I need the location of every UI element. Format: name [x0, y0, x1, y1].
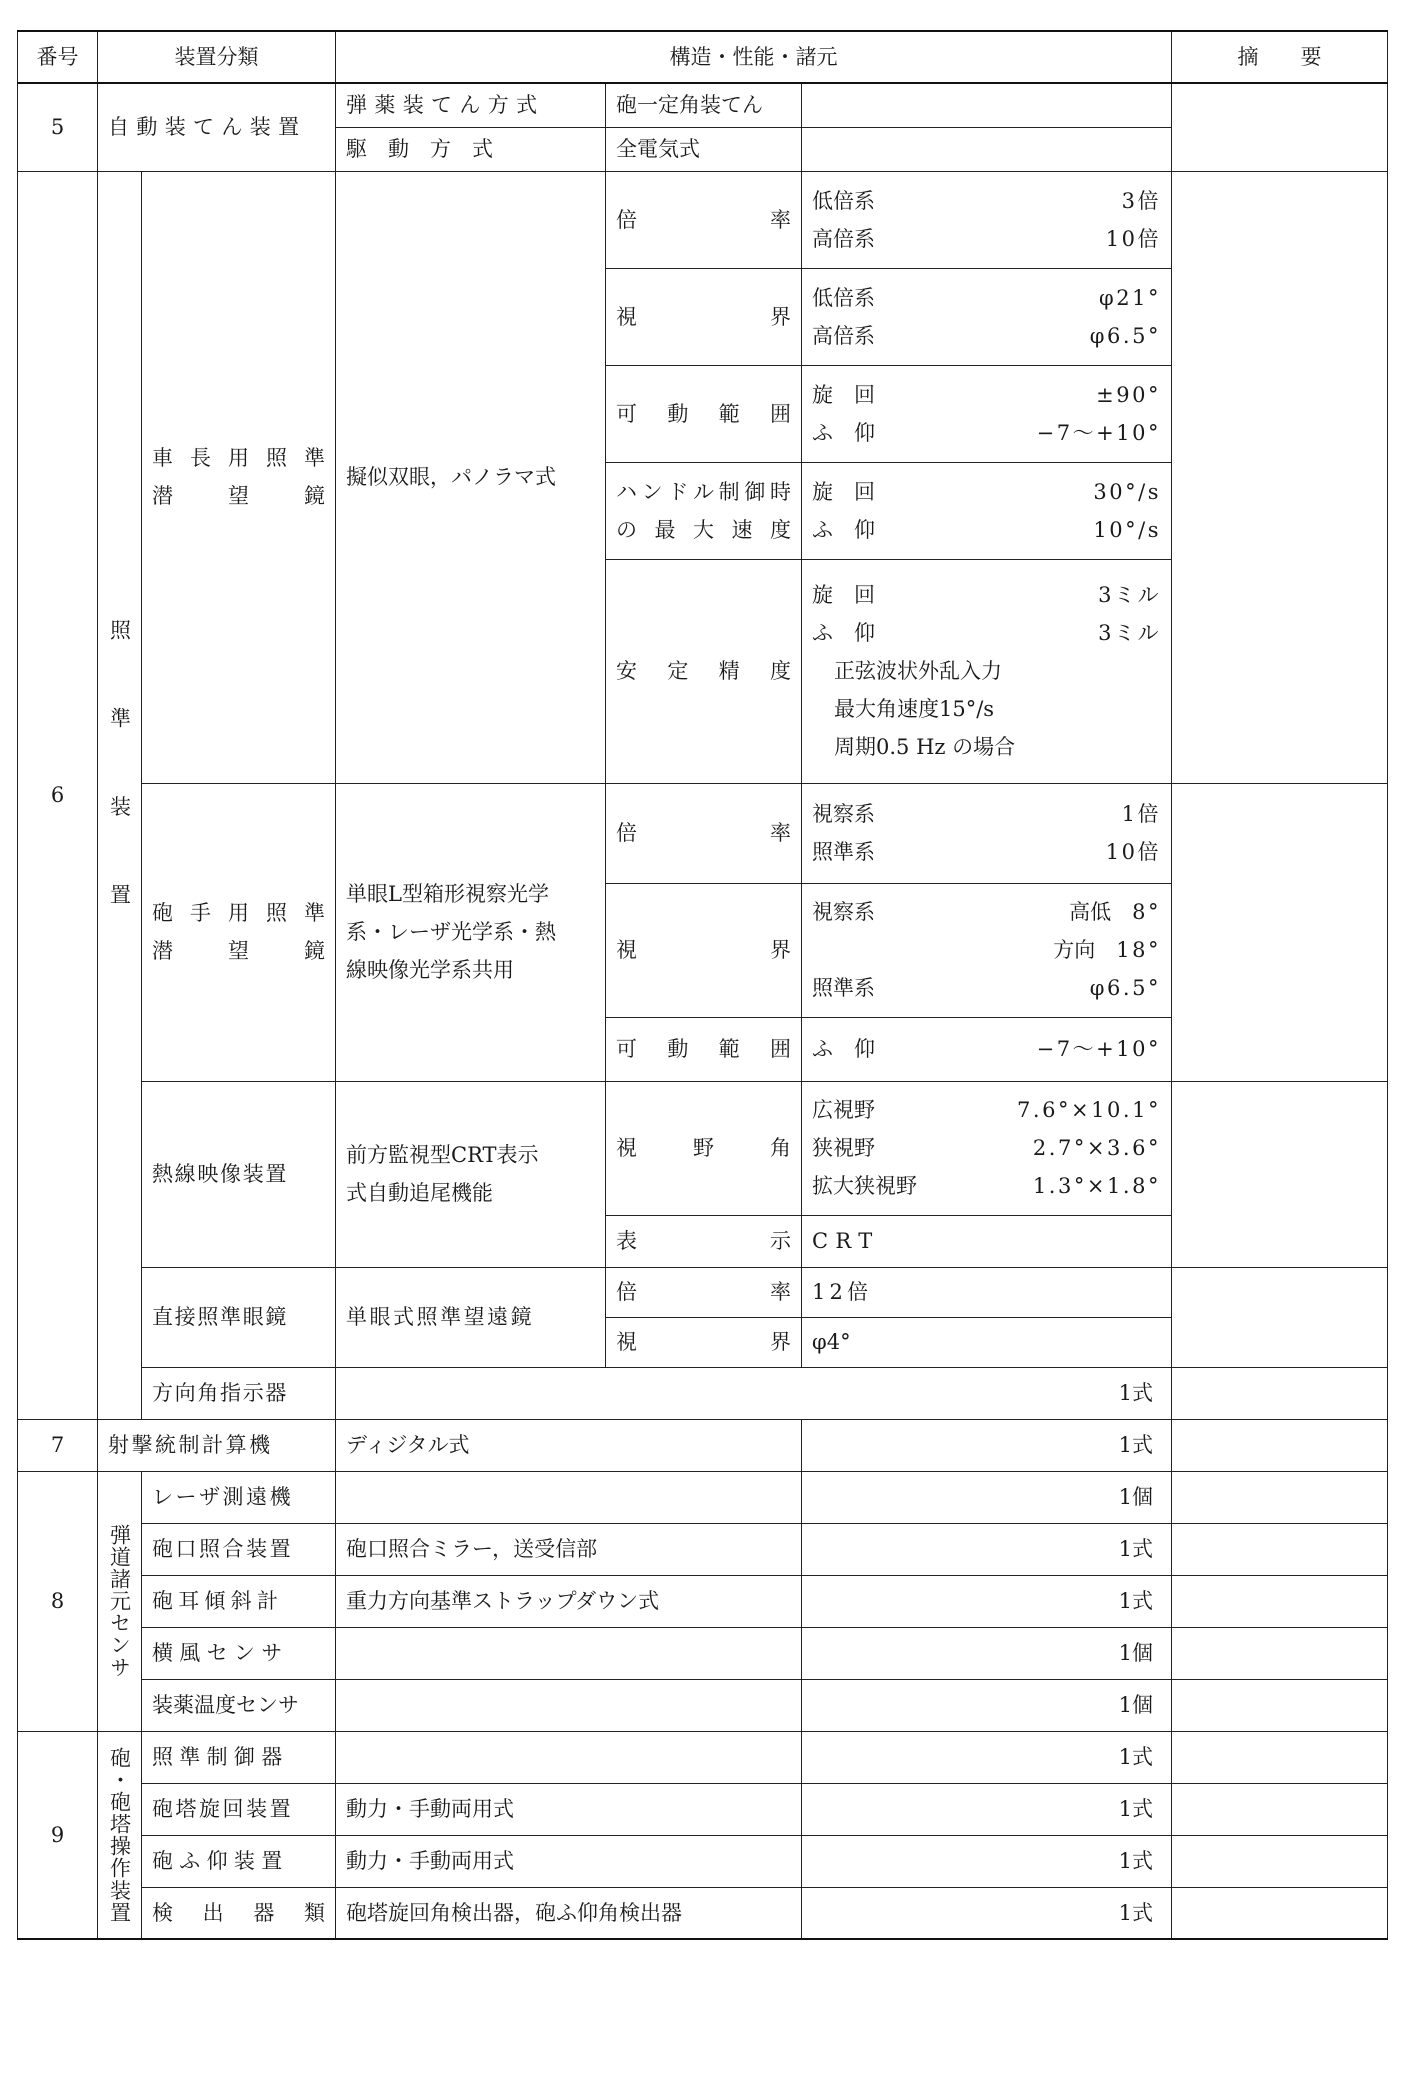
- value-axis: 高低: [1069, 900, 1112, 924]
- value-line: [812, 614, 1161, 652]
- remarks-cell: [1172, 1887, 1388, 1939]
- quantity: 1個: [802, 1627, 1172, 1679]
- item-desc: 動力・手動両用式: [336, 1783, 802, 1835]
- value-num: φ6.5°: [1089, 976, 1161, 1000]
- quantity: 1式: [802, 1835, 1172, 1887]
- item-name: 熱線映像装置: [142, 1081, 336, 1267]
- remarks-cell: [1172, 1471, 1388, 1523]
- item-name: [142, 171, 336, 783]
- value-line: [812, 893, 1161, 931]
- item-name-line2: 潜 望 鏡: [152, 484, 325, 508]
- value-key: 狭視野: [812, 1136, 875, 1160]
- spec-key: 可動範囲: [606, 365, 802, 462]
- item-name-line1: 車長用照準: [152, 446, 325, 470]
- spec-value: [802, 783, 1172, 883]
- table-row: [18, 1575, 1388, 1627]
- table-row: [18, 1471, 1388, 1523]
- header-category: 装置分類: [98, 31, 336, 83]
- item-name-line1: 砲手用照準: [152, 901, 325, 925]
- spec-key: 安定精度: [606, 559, 802, 783]
- value-line: [812, 473, 1161, 511]
- spec-value: [802, 462, 1172, 559]
- value-key: 旋 回: [812, 479, 875, 504]
- item-desc: 砲塔旋回角検出器，砲ふ仰角検出器: [336, 1887, 802, 1939]
- table-row: [18, 1627, 1388, 1679]
- item-desc: [336, 1081, 606, 1267]
- value-num: 18°: [1116, 938, 1161, 962]
- row-number: 7: [18, 1419, 98, 1471]
- spec-value: [802, 559, 1172, 783]
- item-name: 自動装てん装置: [98, 83, 336, 171]
- remarks-cell: [1172, 1081, 1388, 1267]
- remarks-cell: [1172, 783, 1388, 1081]
- spec-empty: [802, 127, 1172, 171]
- row-number: 8: [18, 1471, 98, 1731]
- quantity: 1式: [802, 1731, 1172, 1783]
- item-name: 砲口照合装置: [142, 1523, 336, 1575]
- value-num: 10倍: [1105, 840, 1161, 864]
- item-desc: 単眼式照準望遠鏡: [336, 1267, 606, 1367]
- spec-key: 倍 率: [606, 783, 802, 883]
- spec-key: 視 界: [606, 268, 802, 365]
- table-row: [18, 1367, 1388, 1419]
- item-desc-line: 系・レーザ光学系・熱: [346, 920, 556, 944]
- row-number: 6: [18, 171, 98, 1419]
- header-spec: 構造・性能・諸元: [336, 31, 1172, 83]
- item-desc: 動力・手動両用式: [336, 1835, 802, 1887]
- remarks-cell: [1172, 1783, 1388, 1835]
- spec-key: [606, 462, 802, 559]
- value-axis: 方向: [1053, 938, 1096, 962]
- item-name: 横風センサ: [142, 1627, 336, 1679]
- value-key: 広視野: [812, 1098, 875, 1122]
- spec-value: [802, 365, 1172, 462]
- spec-value: [802, 171, 1172, 268]
- quantity: 1個: [802, 1679, 1172, 1731]
- remarks-cell: [1172, 1627, 1388, 1679]
- value-key: 拡大狭視野: [812, 1174, 917, 1198]
- table-row: [18, 1887, 1388, 1939]
- value-num: 3ミル: [1098, 621, 1161, 645]
- item-desc: 重力方向基準ストラップダウン式: [336, 1575, 802, 1627]
- item-desc: 擬似双眼，パノラマ式: [336, 171, 606, 783]
- remarks-cell: [1172, 1835, 1388, 1887]
- value-key: 視察系: [812, 802, 875, 826]
- table-row: [18, 1679, 1388, 1731]
- item-name: レーザ測遠機: [142, 1471, 336, 1523]
- spec-key: 視 野 角: [606, 1081, 802, 1215]
- value-line: [812, 376, 1161, 414]
- spec-value: 砲一定角装てん: [606, 83, 802, 127]
- value-num: −7〜+10°: [1036, 420, 1161, 445]
- remarks-cell: [1172, 1267, 1388, 1367]
- table-row: [18, 1419, 1388, 1471]
- quantity: 1式: [802, 1783, 1172, 1835]
- value-line: [812, 1091, 1161, 1129]
- table-row: [18, 1835, 1388, 1887]
- value-key: 視察系: [812, 900, 875, 924]
- quantity: 1式: [802, 1887, 1172, 1939]
- stab-note: 正弦波状外乱入力: [834, 659, 1002, 683]
- spec-key: 弾薬装てん方式: [336, 83, 606, 127]
- value-num: 1.3°×1.8°: [1032, 1174, 1161, 1198]
- group-label: 弾道諸元センサ: [98, 1471, 142, 1731]
- group-label: 照準装置: [98, 171, 142, 1419]
- item-name-line2: 潜 望 鏡: [152, 939, 325, 963]
- item-name: 砲ふ仰装置: [142, 1835, 336, 1887]
- value-line: [812, 414, 1161, 452]
- spec-value: [802, 1017, 1172, 1081]
- value-key: 低倍系: [812, 188, 875, 213]
- item-name: 検出器類: [142, 1887, 336, 1939]
- value-num: 30°/s: [1093, 479, 1161, 504]
- value-num: 3倍: [1121, 188, 1161, 213]
- value-num: 2.7°×3.6°: [1032, 1136, 1161, 1160]
- spec-key: 表 示: [606, 1215, 802, 1267]
- value-num: ±90°: [1096, 382, 1161, 407]
- value-num: φ21°: [1098, 285, 1161, 310]
- header-remarks: 摘 要: [1172, 31, 1388, 83]
- value-line: [812, 931, 1161, 969]
- table-row: [18, 171, 1388, 268]
- spec-table-page: [17, 30, 1387, 1940]
- spec-key: 駆 動 方 式: [336, 127, 606, 171]
- value-key: ふ 仰: [812, 517, 875, 542]
- spec-value: CRT: [802, 1215, 1172, 1267]
- spec-value: [802, 883, 1172, 1017]
- remarks-cell: [1172, 1419, 1388, 1471]
- row-number: 9: [18, 1731, 98, 1939]
- remarks-cell: [1172, 83, 1388, 171]
- spec-value: φ4°: [802, 1317, 1172, 1367]
- item-desc: ディジタル式: [336, 1419, 802, 1471]
- spec-key: 可動範囲: [606, 1017, 802, 1081]
- item-name: 砲耳傾斜計: [142, 1575, 336, 1627]
- remarks-cell: [1172, 1523, 1388, 1575]
- stab-note: 周期0.5 Hz の場合: [834, 735, 1016, 759]
- table-row: [18, 83, 1388, 127]
- value-line: [812, 182, 1161, 220]
- value-line: [812, 833, 1161, 871]
- stab-note: 最大角速度15°/s: [834, 697, 995, 721]
- spec-value: 全電気式: [606, 127, 802, 171]
- value-key: 照準系: [812, 976, 875, 1000]
- item-desc-line: 式自動追尾機能: [346, 1181, 493, 1205]
- spec-value: [802, 1081, 1172, 1215]
- value-line: [812, 317, 1161, 355]
- value-line: [812, 795, 1161, 833]
- value-line: [812, 279, 1161, 317]
- spec-key: 倍 率: [606, 1267, 802, 1317]
- item-name: 照準制御器: [142, 1731, 336, 1783]
- item-desc-line: 単眼L型箱形視察光学: [346, 882, 549, 906]
- item-desc-line: 前方監視型CRT表示: [346, 1143, 539, 1167]
- spec-value: [802, 268, 1172, 365]
- value-num: 7.6°×10.1°: [1017, 1098, 1161, 1122]
- value-key: 高倍系: [812, 323, 875, 348]
- item-name: [142, 783, 336, 1081]
- quantity: 1式: [802, 1523, 1172, 1575]
- quantity: 1式: [802, 1419, 1172, 1471]
- table-header-row: [18, 31, 1388, 83]
- remarks-cell: [1172, 171, 1388, 783]
- value-line: [812, 511, 1161, 549]
- spec-key: 視 界: [606, 1317, 802, 1367]
- value-num: 1倍: [1121, 802, 1161, 826]
- value-num: φ6.5°: [1089, 323, 1161, 348]
- item-name: 砲塔旋回装置: [142, 1783, 336, 1835]
- table-row: [18, 783, 1388, 883]
- item-desc: 砲口照合ミラー，送受信部: [336, 1523, 802, 1575]
- spec-key-line2: の最大速度: [616, 517, 791, 542]
- value-num: 8°: [1132, 900, 1161, 924]
- item-desc: [336, 1731, 802, 1783]
- value-line: [812, 1129, 1161, 1167]
- spec-empty: [802, 83, 1172, 127]
- table-row: [18, 1081, 1388, 1215]
- item-desc: [336, 1679, 802, 1731]
- value-num: 3ミル: [1098, 583, 1161, 607]
- item-desc: [336, 1627, 802, 1679]
- value-num: 10倍: [1105, 226, 1161, 251]
- value-key: 照準系: [812, 840, 875, 864]
- equipment-spec-table: [17, 30, 1388, 1940]
- value-key: ふ 仰: [812, 420, 875, 445]
- quantity: 1個: [802, 1471, 1172, 1523]
- row-number: 5: [18, 83, 98, 171]
- value-num: −7〜+10°: [1036, 1037, 1161, 1061]
- item-desc: [336, 1471, 802, 1523]
- item-name: 方向角指示器: [142, 1367, 336, 1419]
- spec-value: 12倍: [802, 1267, 1172, 1317]
- value-key: 低倍系: [812, 285, 875, 310]
- value-key: ふ 仰: [812, 621, 875, 645]
- value-line: [812, 1030, 1161, 1068]
- table-row: [18, 1731, 1388, 1783]
- spec-key: 視 界: [606, 883, 802, 1017]
- table-row: [18, 1267, 1388, 1317]
- value-line: [812, 220, 1161, 258]
- item-desc: [336, 783, 606, 1081]
- remarks-cell: [1172, 1575, 1388, 1627]
- table-row: [18, 1783, 1388, 1835]
- value-key: 旋 回: [812, 382, 875, 407]
- remarks-cell: [1172, 1731, 1388, 1783]
- group-label: 砲・砲塔操作装置: [98, 1731, 142, 1939]
- value-line: [812, 576, 1161, 614]
- value-line: [812, 1167, 1161, 1205]
- quantity: 1式: [802, 1575, 1172, 1627]
- item-name: 装薬温度センサ: [142, 1679, 336, 1731]
- value-line: [812, 969, 1161, 1007]
- remarks-cell: [1172, 1367, 1388, 1419]
- item-name: 射撃統制計算機: [98, 1419, 336, 1471]
- value-key: 旋 回: [812, 583, 875, 607]
- item-desc-line: 線映像光学系共用: [346, 958, 514, 982]
- value-key: 高倍系: [812, 226, 875, 251]
- remarks-cell: [1172, 1679, 1388, 1731]
- quantity: 1式: [336, 1367, 1172, 1419]
- value-num: 10°/s: [1093, 517, 1161, 542]
- spec-key-line1: ハンドル制御時: [616, 479, 791, 504]
- spec-key: 倍 率: [606, 171, 802, 268]
- value-key: ふ 仰: [812, 1037, 875, 1061]
- header-no: 番号: [18, 31, 98, 83]
- item-name: 直接照準眼鏡: [142, 1267, 336, 1367]
- table-row: [18, 1523, 1388, 1575]
